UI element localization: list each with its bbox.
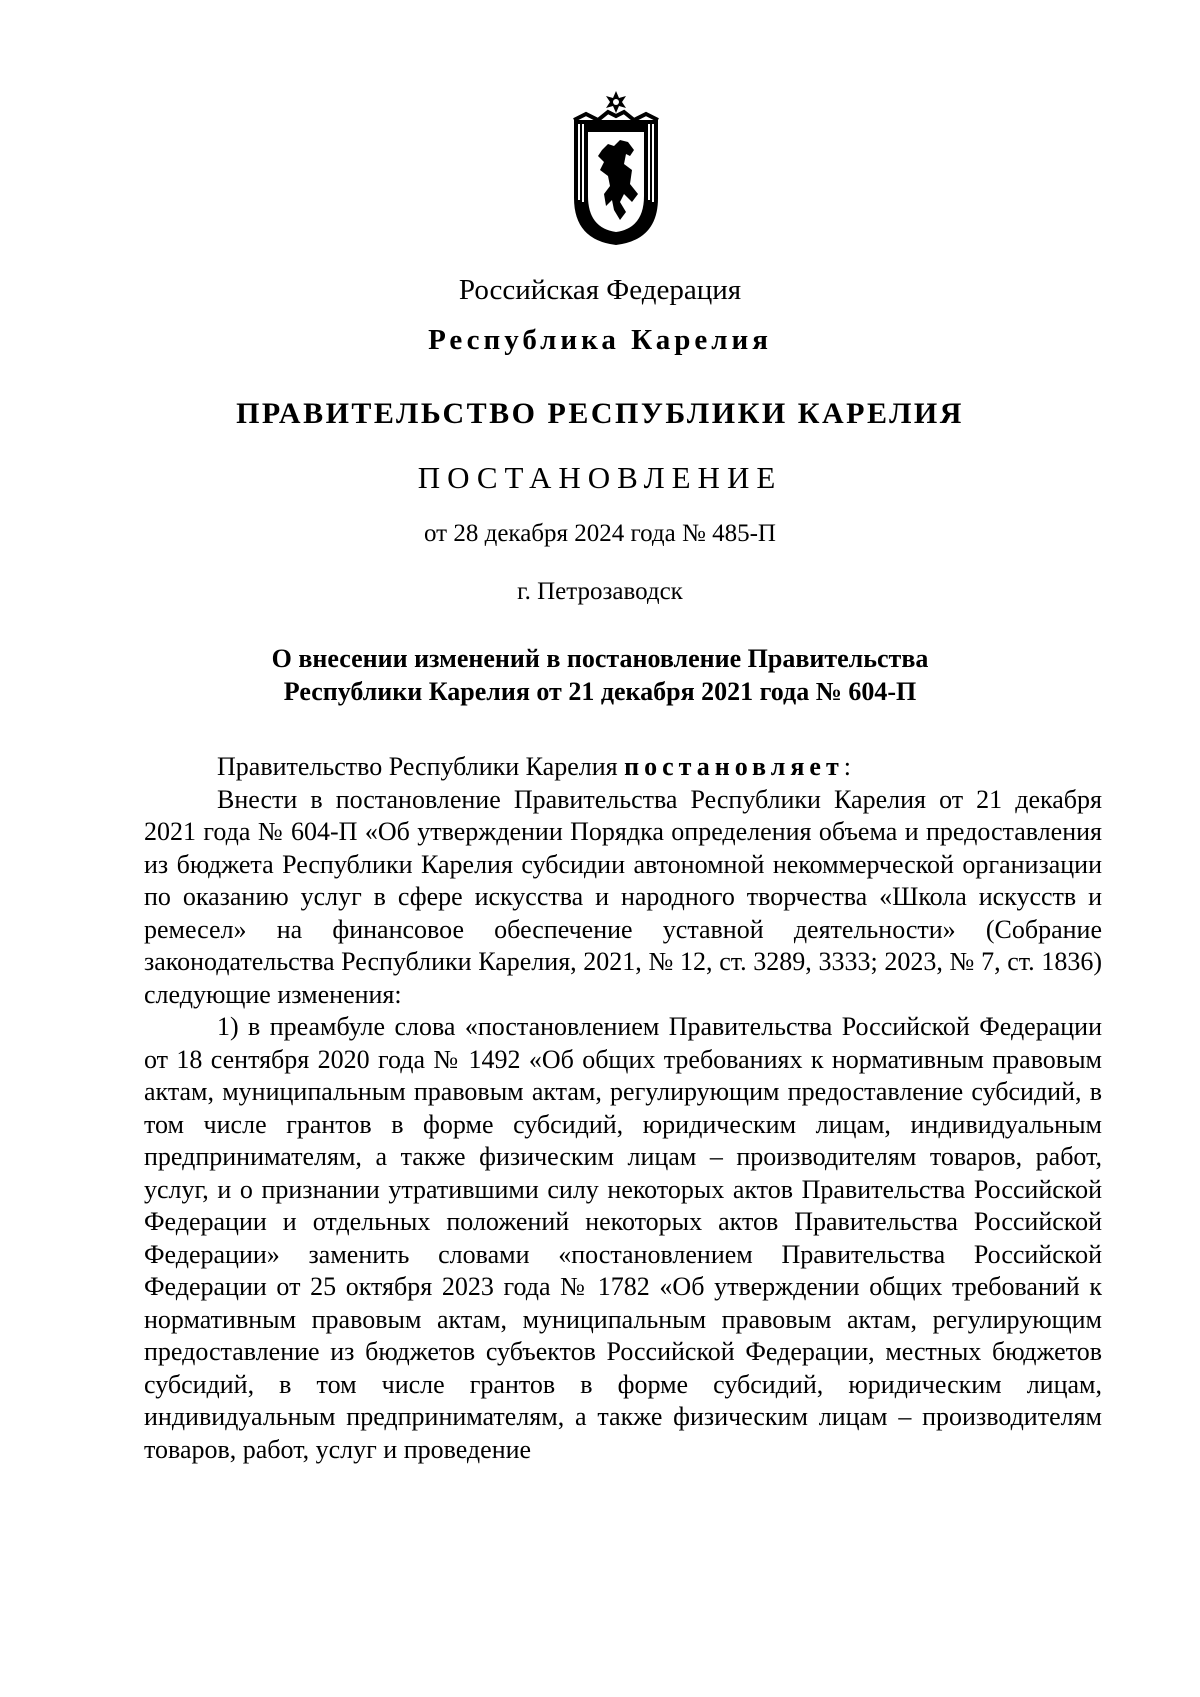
paragraph-amendment-intro: Внести в постановление Правительства Республики Карелия от 21 декабря 2021 года № 604-П «Об утверждении Порядка определения объема и предоставления из бюджета Республики Карелия субсидии автономной некоммерческой организации по оказанию услуг в сфере искусства и народного творчества «Школа искусств и ремесел» на финансовое обеспечение уставной деятельности» (Собрание законодательства Республики Карелия, 2021, № 12, ст. 3289, 3333; 2023, № 7, ст. 1836) следующие изменения:: [144, 784, 1102, 1009]
government-name: ПРАВИТЕЛЬСТВО РЕСПУБЛИКИ КАРЕЛИЯ: [236, 397, 964, 430]
document-city: г. Петрозаводск: [517, 578, 683, 605]
republic-name: Республика Карелия: [428, 324, 772, 356]
decree-prefix: Правительство Республики Карелия: [217, 752, 625, 781]
document-date-number: от 28 декабря 2024 года № 485-П: [424, 520, 776, 547]
paragraph-item-1: 1) в преамбуле слова «постановлением Правительства Российской Федерации от 18 сентября 2020 года № 1492 «Об общих требованиях к нормативным правовым актам, муниципальным правовым актам, регулирующим предоставление субсидий, в том числе грантов в форме субсидий, юридическим лицам, индивидуальным предпринимателям, а также физическим лицам – производителям товаров, работ, услуг, и о признании утратившими силу некоторых актов Правительства Российской Федерации и отдельных положений некоторых актов Правительства Российской Федерации» заменить словами «постановлением Правительства Российской Федерации от 25 октября 2023 года № 1782 «Об утверждении общих требований к нормативным правовым актам, муниципальным правовым актам, регулирующим предоставление из бюджетов субъектов Российской Федерации, местных бюджетов субсидий, в том числе грантов в форме субсидий, юридическим лицам, индивидуальным предпринимателям, а также физическим лицам – производителям товаров, работ, услуг и проведение: [144, 1012, 1102, 1464]
decree-statement: [144, 751, 1102, 784]
decree-word: постановляет: [624, 752, 844, 781]
country-name: Российская Федерация: [458, 274, 742, 306]
karelia-coat-of-arms-icon: [568, 90, 664, 246]
subject-line-1: О внесении изменений в постановление Правительства: [271, 644, 929, 673]
subject-line-2: Республики Карелия от 21 декабря 2021 года № 604-П: [283, 677, 917, 706]
document-type: ПОСТАНОВЛЕНИЕ: [417, 460, 783, 495]
decree-suffix: :: [843, 752, 851, 781]
document-body: [144, 751, 1102, 1466]
document-subject: [0, 642, 1200, 708]
